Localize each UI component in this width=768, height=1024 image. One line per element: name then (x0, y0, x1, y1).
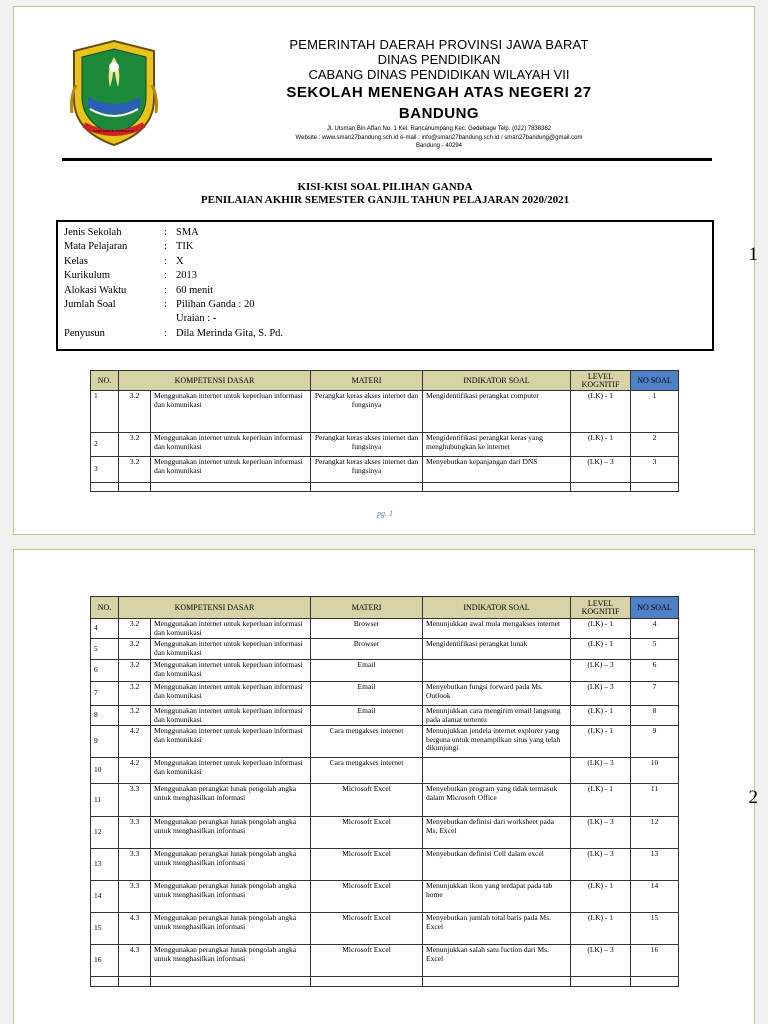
cell-kd-number: 4.3 (119, 945, 151, 977)
identity-colon: : (164, 327, 167, 339)
cell-no: 4 (91, 619, 119, 639)
cell-empty (423, 977, 571, 987)
cell-materi: Microsoft Excel (311, 784, 423, 817)
cell-materi: Perangkat keras akses internet dan fungsinya (311, 433, 423, 457)
identity-colon: : (164, 270, 167, 282)
identity-label (64, 312, 164, 326)
cell-no: 1 (91, 391, 119, 433)
cell-no-soal: 16 (631, 945, 679, 977)
cell-materi: Email (311, 706, 423, 726)
header-level-kognitif: LEVEL KOGNITIF (571, 597, 631, 619)
cell-no: 13 (91, 849, 119, 881)
identity-value: X (176, 255, 184, 267)
identity-row (64, 284, 706, 298)
letterhead-website: Website : www.sman27bandung.sch.id e-mail : info@sman27bandung.sch.id / sman27bandung@gmail.com (295, 135, 583, 141)
cell-kompetensi-dasar: Menggunakan perangkat lunak pengolah angka untuk menghasilkan informasi (151, 817, 311, 849)
cell-kd-number: 4.2 (119, 758, 151, 784)
header-level-kognitif: LEVEL KOGNITIF (571, 371, 631, 391)
identity-row (64, 327, 706, 341)
document-subtitle: PENILAIAN AKHIR SEMESTER GANJIL TAHUN PELAJARAN 2020/2021 (200, 194, 570, 206)
cell-indikator: Menunjukkan salah satu fuction dari Ms. Excel (423, 945, 571, 977)
table-row (91, 619, 679, 639)
cell-kompetensi-dasar: Menggunakan perangkat lunak pengolah angka untuk menghasilkan informasi (151, 881, 311, 913)
table-row (91, 758, 679, 784)
cell-empty (91, 483, 119, 492)
cell-level-kognitif: (LK) – 3 (571, 817, 631, 849)
table-row (91, 945, 679, 977)
cell-indikator: Menyebutkan definisi dari worksheet pada Ms, Excel (423, 817, 571, 849)
table-row (91, 881, 679, 913)
cell-no: 6 (91, 660, 119, 682)
identity-row (64, 312, 706, 326)
cell-level-kognitif: (LK) – 3 (571, 682, 631, 706)
identity-label: Kelas (64, 255, 88, 267)
identity-row (64, 298, 706, 312)
cell-no-soal: 9 (631, 726, 679, 758)
cell-no: 10 (91, 758, 119, 784)
cell-empty (631, 977, 679, 987)
side-page-number-1: 1 (748, 244, 758, 265)
letterhead-divider (62, 158, 712, 161)
identity-label: Penyusun (64, 327, 105, 339)
header-no: NO. (91, 597, 119, 619)
cell-kompetensi-dasar: Menggunakan perangkat lunak pengolah angka untuk menghasilkan informasi (151, 784, 311, 817)
cell-materi: Browser (311, 619, 423, 639)
letterhead-school-name: SEKOLAH MENENGAH ATAS NEGERI 27 (286, 84, 592, 101)
logo-motto: GEMAH RIPAH REPEH RAPIH (93, 129, 135, 133)
table-row (91, 639, 679, 660)
cell-materi: Microsoft Excel (311, 945, 423, 977)
letterhead-address: Jl. Utsman Bin Affan No. 1 Kel. Rancanumpang Kec. Gedebage Telp. (022) 7838362 (326, 126, 552, 132)
cell-no-soal: 1 (631, 391, 679, 433)
identity-value: 60 menit (176, 284, 214, 296)
cell-kd-number: 4.2 (119, 726, 151, 758)
cell-kompetensi-dasar: Menggunakan perangkat lunak pengolah angka untuk menghasilkan informasi (151, 849, 311, 881)
cell-empty (119, 483, 151, 492)
cell-kd-number: 3.2 (119, 706, 151, 726)
cell-no-soal: 14 (631, 881, 679, 913)
cell-no: 2 (91, 433, 119, 457)
cell-kd-number: 3.2 (119, 457, 151, 483)
table-row (91, 682, 679, 706)
cell-materi: Perangkat keras akses internet dan fungsinya (311, 457, 423, 483)
identity-value: Pilihan Ganda : 20 (176, 298, 255, 310)
header-no-soal: NO SOAL (631, 597, 679, 619)
header-indikator: INDIKATOR SOAL (423, 371, 571, 391)
cell-indikator: Menyebutkan kepanjangan dari DNS (423, 457, 571, 483)
cell-materi: Cara mengakses internet (311, 726, 423, 758)
cell-no-soal: 3 (631, 457, 679, 483)
header-materi: MATERI (311, 371, 423, 391)
cell-no: 7 (91, 682, 119, 706)
cell-kd-number: 3.3 (119, 881, 151, 913)
cell-kompetensi-dasar: Menggunakan perangkat lunak pengolah angka untuk menghasilkan informasi (151, 913, 311, 945)
cell-indikator: Menunjukkan awal mula mengakses internet (423, 619, 571, 639)
cell-indikator: Menunjukkan cara mengirim email langsung pada alamat tertentu (423, 706, 571, 726)
cell-empty (119, 977, 151, 987)
letterhead-postal: Bandung - 40294 (415, 143, 463, 149)
cell-indikator: Menyebutkan definisi Cell dalam excel (423, 849, 571, 881)
cell-materi: Email (311, 682, 423, 706)
cell-no: 11 (91, 784, 119, 817)
cell-level-kognitif: (LK) – 3 (571, 457, 631, 483)
cell-materi: Browser (311, 639, 423, 660)
identity-box (56, 220, 714, 351)
cell-level-kognitif: (LK) - 1 (571, 784, 631, 817)
cell-kd-number: 3.3 (119, 784, 151, 817)
cell-empty (571, 977, 631, 987)
cell-kd-number: 3.2 (119, 391, 151, 433)
cell-indikator: Menyebutkan jumlah total baris pada Ms. Excel (423, 913, 571, 945)
identity-row (64, 240, 706, 254)
cell-level-kognitif: (LK) - 1 (571, 881, 631, 913)
cell-kd-number: 4.3 (119, 913, 151, 945)
cell-kd-number: 3.2 (119, 639, 151, 660)
cell-level-kognitif: (LK) - 1 (571, 706, 631, 726)
cell-materi: Email (311, 660, 423, 682)
cell-kompetensi-dasar: Menggunakan internet untuk keperluan informasi dan komunikasi (151, 619, 311, 639)
cell-kompetensi-dasar: Menggunakan internet untuk keperluan informasi dan komunikasi (151, 682, 311, 706)
table-row (91, 660, 679, 682)
cell-empty (151, 483, 311, 492)
cell-indikator: Mengidentifikasi perangkat lunak (423, 639, 571, 660)
document-page-1 (13, 6, 755, 535)
identity-colon: : (164, 255, 167, 267)
cell-level-kognitif: (LK) – 3 (571, 758, 631, 784)
identity-value: Dila Merinda Gita, S. Pd. (176, 327, 284, 339)
cell-kompetensi-dasar: Menggunakan internet untuk keperluan informasi dan komunikasi (151, 391, 311, 433)
header-kompetensi-dasar: KOMPETENSI DASAR (119, 371, 311, 391)
cell-level-kognitif: (LK) - 1 (571, 391, 631, 433)
cell-no-soal: 5 (631, 639, 679, 660)
identity-colon: : (164, 298, 167, 310)
cell-kd-number: 3.2 (119, 682, 151, 706)
cell-no-soal: 7 (631, 682, 679, 706)
identity-row (64, 255, 706, 269)
cell-kd-number: 3.2 (119, 619, 151, 639)
identity-colon: : (164, 241, 167, 253)
cell-no-soal: 15 (631, 913, 679, 945)
cell-level-kognitif: (LK) – 3 (571, 660, 631, 682)
identity-colon: : (164, 284, 167, 296)
cell-kd-number: 3.3 (119, 817, 151, 849)
cell-level-kognitif: (LK) - 1 (571, 433, 631, 457)
cell-indikator (423, 758, 571, 784)
cell-kompetensi-dasar: Menggunakan internet untuk keperluan informasi dan komunikasi (151, 758, 311, 784)
identity-label: Jenis Sekolah (64, 227, 122, 238)
letterhead-government: PEMERINTAH DAERAH PROVINSI JAWA BARAT (289, 37, 589, 52)
identity-label: Mata Pelajaran (64, 241, 128, 253)
table-empty-row (91, 977, 679, 987)
cell-kompetensi-dasar: Menggunakan internet untuk keperluan informasi dan komunikasi (151, 433, 311, 457)
cell-no: 16 (91, 945, 119, 977)
table-row (91, 433, 679, 457)
identity-value: SMA (176, 227, 199, 238)
table-row (91, 457, 679, 483)
cell-no-soal: 6 (631, 660, 679, 682)
cell-empty (91, 977, 119, 987)
cell-kompetensi-dasar: Menggunakan internet untuk keperluan informasi dan komunikasi (151, 660, 311, 682)
cell-indikator: Menunjukkan ikon yang terdapat pada tab home (423, 881, 571, 913)
cell-no-soal: 10 (631, 758, 679, 784)
table-row (91, 726, 679, 758)
cell-no-soal: 4 (631, 619, 679, 639)
table-row (91, 784, 679, 817)
cell-no-soal: 2 (631, 433, 679, 457)
cell-level-kognitif: (LK) - 1 (571, 726, 631, 758)
page-footer: pg. 1 (377, 509, 393, 518)
cell-indikator: Menunjukkan jendela internet explorer yang berguna untuk menampilkan situs yang telah dikunjungi (423, 726, 571, 758)
cell-level-kognitif: (LK) - 1 (571, 639, 631, 660)
cell-kompetensi-dasar: Menggunakan internet untuk keperluan informasi dan komunikasi (151, 706, 311, 726)
header-kompetensi-dasar: KOMPETENSI DASAR (119, 597, 311, 619)
identity-value: 2013 (176, 270, 197, 282)
cell-kompetensi-dasar: Menggunakan internet untuk keperluan informasi dan komunikasi (151, 726, 311, 758)
document-title: KISI-KISI SOAL PILIHAN GANDA (297, 181, 473, 193)
header-indikator: INDIKATOR SOAL (423, 597, 571, 619)
cell-kompetensi-dasar: Menggunakan internet untuk keperluan informasi dan komunikasi (151, 639, 311, 660)
identity-colon (164, 312, 176, 326)
table-row (91, 706, 679, 726)
cell-no: 9 (91, 726, 119, 758)
cell-kd-number: 3.2 (119, 433, 151, 457)
cell-materi: Microsoft Excel (311, 849, 423, 881)
cell-kompetensi-dasar: Menggunakan internet untuk keperluan informasi dan komunikasi (151, 457, 311, 483)
cell-no-soal: 12 (631, 817, 679, 849)
cell-materi: Perangkat keras akses internet dan fungsinya (311, 391, 423, 433)
table-row (91, 817, 679, 849)
cell-empty (311, 977, 423, 987)
cell-level-kognitif: (LK) - 1 (571, 619, 631, 639)
letterhead-department: DINAS PENDIDIKAN (377, 52, 501, 67)
cell-level-kognitif: (LK) - 1 (571, 913, 631, 945)
header-materi: MATERI (311, 597, 423, 619)
identity-colon: : (164, 227, 167, 238)
identity-label: Kurikulum (64, 270, 111, 282)
cell-materi: Microsoft Excel (311, 817, 423, 849)
cell-no-soal: 11 (631, 784, 679, 817)
identity-row (64, 226, 706, 240)
cell-no-soal: 13 (631, 849, 679, 881)
cell-materi: Microsoft Excel (311, 913, 423, 945)
identity-value: TIK (176, 241, 194, 253)
cell-no: 3 (91, 457, 119, 483)
cell-empty (151, 977, 311, 987)
cell-indikator (423, 660, 571, 682)
identity-label: Jumlah Soal (64, 298, 116, 310)
cell-no: 15 (91, 913, 119, 945)
cell-no: 5 (91, 639, 119, 660)
table-row (91, 913, 679, 945)
header-no: NO. (91, 371, 119, 391)
cell-indikator: Mengidentifikasi perangkat keras yang menghubungkan ke internet (423, 433, 571, 457)
table-row (91, 849, 679, 881)
letterhead-branch: CABANG DINAS PENDIDIKAN WILAYAH VII (308, 67, 570, 82)
side-page-number-2: 2 (748, 787, 758, 808)
cell-no: 14 (91, 881, 119, 913)
cell-kompetensi-dasar: Menggunakan perangkat lunak pengolah angka untuk menghasilkan informasi (151, 945, 311, 977)
cell-level-kognitif: (LK) – 3 (571, 945, 631, 977)
cell-empty (311, 483, 423, 492)
kisi-kisi-table-page-1 (90, 370, 679, 492)
kisi-kisi-table-page-2 (90, 596, 679, 987)
cell-no: 12 (91, 817, 119, 849)
cell-level-kognitif: (LK) – 3 (571, 849, 631, 881)
letterhead-city: BANDUNG (398, 105, 480, 122)
cell-indikator: Mengidentifikasi perangkat computer (423, 391, 571, 433)
header-no-soal: NO SOAL (631, 371, 679, 391)
cell-empty (423, 483, 571, 492)
cell-empty (571, 483, 631, 492)
table-empty-row (91, 483, 679, 492)
cell-kd-number: 3.3 (119, 849, 151, 881)
cell-no: 8 (91, 706, 119, 726)
identity-value: Uraian : - (176, 313, 217, 325)
cell-indikator: Menyebutkan program yang tidak termasuk dalam Microsoft Office (423, 784, 571, 817)
cell-materi: Cara mengakses internet (311, 758, 423, 784)
cell-materi: Microsoft Excel (311, 881, 423, 913)
cell-kd-number: 3.2 (119, 660, 151, 682)
identity-row (64, 269, 706, 283)
identity-label: Alokasi Waktu (64, 284, 127, 296)
cell-empty (631, 483, 679, 492)
cell-indikator: Menyebutkan fungsi forward pada Ms. Outlook (423, 682, 571, 706)
table-row (91, 391, 679, 433)
document-page-2 (13, 549, 755, 1024)
cell-no-soal: 8 (631, 706, 679, 726)
